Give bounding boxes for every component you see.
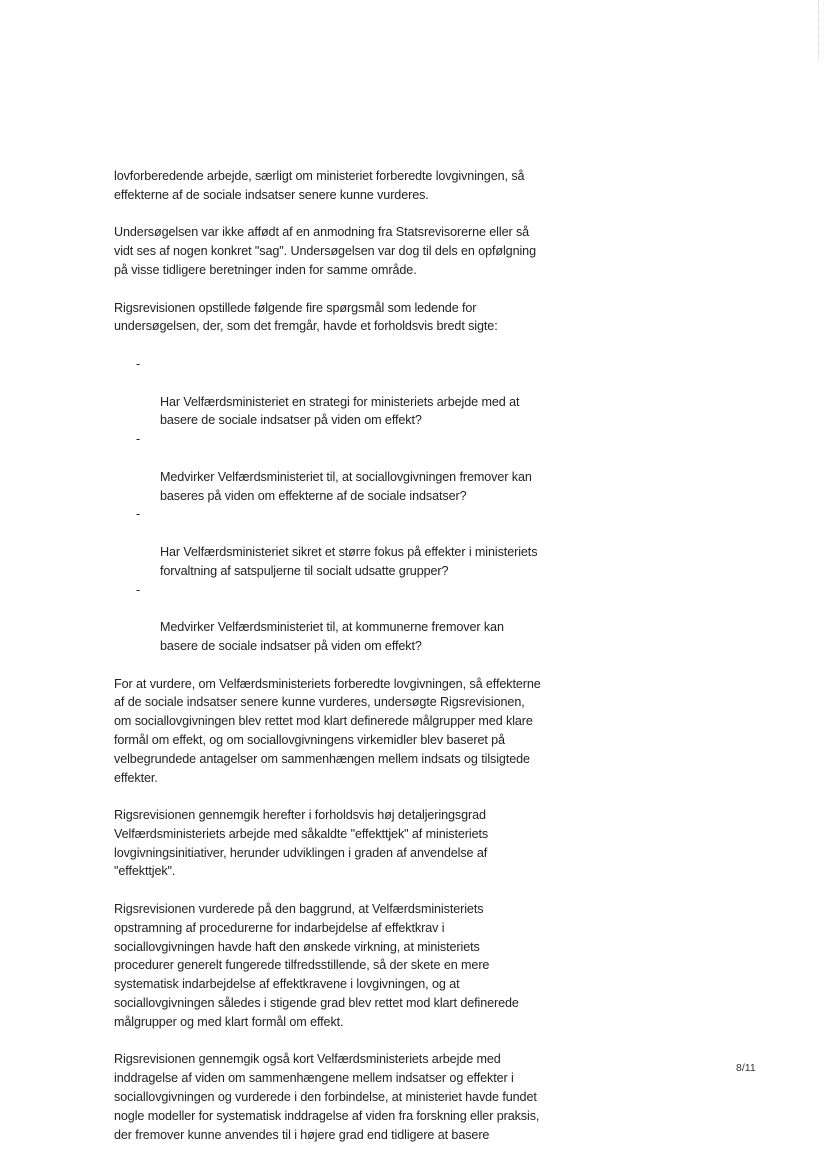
- list-item: [114, 430, 569, 505]
- paragraph: Rigsrevisionen opstillede følgende fire spørgsmål som ledende for undersøgelsen, der, som det fremgår, havde et forholdsvis bredt sigte:: [114, 300, 498, 334]
- list-item: [114, 581, 569, 656]
- paragraph: lovforberedende arbejde, særligt om ministeriet forberedte lovgivningen, så effekterne af de sociale indsatser senere kunne vurderes.: [114, 169, 525, 202]
- question-list: [114, 355, 569, 656]
- paragraph: For at vurdere, om Velfærdsministeriets forberedte lovgivningen, så effekterne af de sociale indsatser senere kunne vurderes, undersøgte Rigsrevisionen, om sociallovgivningen blev rettet mod klart definerede målgrupper med klare formål om effekt, og om sociallovgivningens virkemidler blev baseret på velbegrundede antagelser om sammenhængen mellem indsats og tilsigtede effekter.: [114, 676, 541, 785]
- list-item-text: Medvirker Velfærdsministeriet til, at sociallovgivningen fremover kan baseres på viden om effekterne af de sociale indsatser?: [160, 469, 532, 503]
- bullet-dash: -: [136, 432, 141, 447]
- bullet-dash: -: [136, 582, 141, 597]
- list-item-text: Har Velfærdsministeriet en strategi for ministeriets arbejde med at basere de sociale indsatser på viden om effekt?: [160, 394, 520, 428]
- bullet-dash: -: [136, 507, 141, 522]
- scan-edge-mark: [817, 0, 819, 60]
- list-item-text: Har Velfærdsministeriet sikret et større fokus på effekter i ministeriets forvaltning af satspuljerne til socialt udsatte grupper?: [160, 544, 538, 578]
- bullet-dash: -: [136, 356, 141, 371]
- paragraph: Rigsrevisionen gennemgik også kort Velfærdsministeriets arbejde med inddragelse af viden om sammenhængene mellem indsatser og effekter i sociallovgivningen og vurderede i den forbindelse, at ministeriet havde fundet nogle modeller for systematisk inddragelse af viden fra forskning eller praksis, der fremover kunne anvendes til i højere grad end tidligere at basere: [114, 1052, 540, 1142]
- paragraph: Rigsrevisionen vurderede på den baggrund, at Velfærdsministeriets opstramning af procedurerne for indarbejdelse af effektkrav i sociallovgivningen havde haft den ønskede virkning, at ministeriets procedurer generelt fungerede tilfredsstillende, så der skete en mere systematisk indarbejdelse af effektkravene i lovgivningen, og at sociallovgivningen således i stigende grad blev rettet mod klart definerede målgrupper og med klart formål om effekt.: [114, 902, 519, 1029]
- list-item: [114, 505, 569, 580]
- page-number: 8/11: [736, 1062, 756, 1074]
- list-item: [114, 355, 569, 430]
- paragraph: Rigsrevisionen gennemgik herefter i forholdsvis høj detaljeringsgrad Velfærdsministeriets arbejde med såkaldte "effekttjek" af ministeriets lovgivningsinitiativer, herunder udviklingen i graden af anvendelse af "effekttjek".: [114, 808, 489, 879]
- list-item-text: Medvirker Velfærdsministeriet til, at kommunerne fremover kan basere de sociale indsatser på viden om effekt?: [160, 620, 504, 653]
- paragraph: Undersøgelsen var ikke affødt af en anmodning fra Statsrevisorerne eller så vidt ses af nogen konkret "sag". Undersøgelsen var dog til dels en opfølgning på visse tidligere beretninger inden for samme område.: [114, 225, 536, 277]
- body-text: [114, 167, 569, 1163]
